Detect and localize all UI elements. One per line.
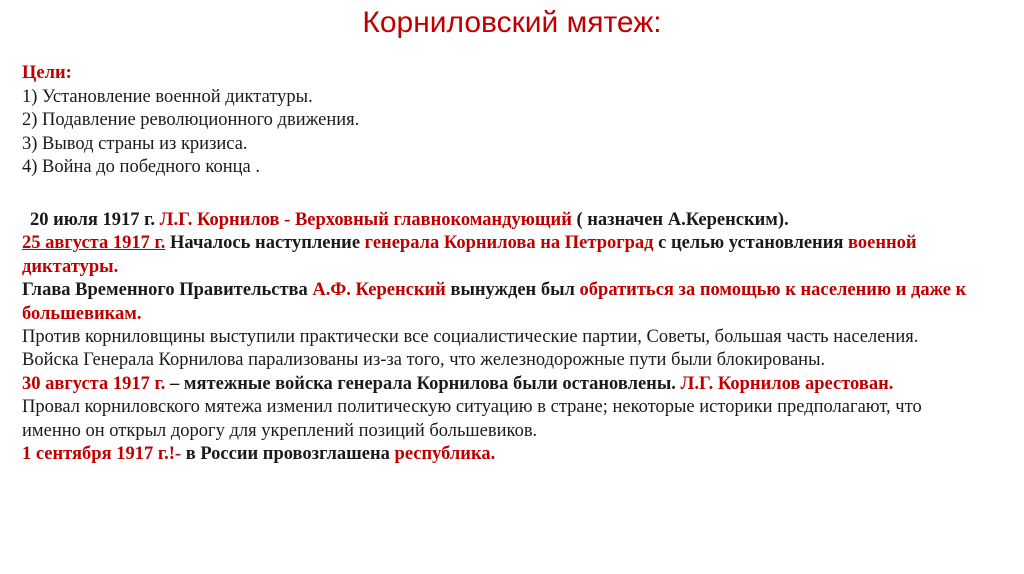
event-highlight: Л.Г. Корнилов арестован. — [680, 373, 894, 394]
event-text: ( назначен А.Керенским). — [576, 210, 789, 230]
event-person: Л.Г. Корнилов - — [159, 210, 291, 230]
event-paragraph-5: Войска Генерала Корнилова парализованы из-за того, что железнодорожные пути были блокированы. — [22, 350, 826, 371]
slide-title: Корниловский мятеж: — [362, 6, 662, 39]
event-text: вынужден был — [450, 280, 575, 301]
event-paragraph-8 — [22, 443, 982, 466]
event-date: 20 июля 1917 г. — [30, 210, 156, 230]
event-text: Глава Временного Правительства — [22, 280, 308, 301]
event-paragraph-1 — [22, 209, 982, 232]
event-highlight: генерала Корнилова на Петроград — [364, 233, 654, 254]
event-person: А.Ф. Керенский — [312, 280, 446, 301]
event-text: – мятежные войска генерала Корнилова были остановлены. — [170, 373, 676, 394]
events-block — [22, 209, 982, 466]
event-date: 30 августа 1917 г. — [22, 373, 166, 394]
event-post: Верховный главнокомандующий — [294, 210, 572, 230]
event-paragraph-2 — [22, 232, 982, 279]
goal-item: 3) Вывод страны из кризиса. — [22, 133, 248, 154]
goal-item: 1) Установление военной диктатуры. — [22, 86, 313, 107]
event-text: с целью установления — [658, 233, 844, 254]
goals-block — [22, 62, 359, 180]
event-date: 25 августа 1917 г. — [22, 233, 166, 254]
event-highlight: республика. — [394, 444, 496, 465]
event-paragraph-7: Провал корниловского мятежа изменил политическую ситуацию в стране; некоторые историки предполагают, что именно он открыл дорогу для укреплений позиций большевиков. — [22, 397, 922, 441]
event-date: 1 сентября 1917 г.!- — [22, 444, 182, 465]
event-text: Началось наступление — [170, 233, 361, 254]
goal-item: 2) Подавление революционного движения. — [22, 110, 360, 131]
event-paragraph-4: Против корниловщины выступили практически все социалистические партии, Советы, большая часть населения. — [22, 327, 919, 348]
event-paragraph-6 — [22, 373, 982, 396]
event-paragraph-3 — [22, 279, 982, 326]
event-text: в России провозглашена — [185, 444, 390, 465]
event-highlight: обратиться за помощью к населению и даже к большевикам. — [22, 280, 967, 324]
goals-label: Цели: — [22, 63, 72, 83]
event-highlight: военной диктатуры. — [22, 233, 917, 277]
goal-item: 4) Война до победного конца . — [22, 157, 260, 178]
